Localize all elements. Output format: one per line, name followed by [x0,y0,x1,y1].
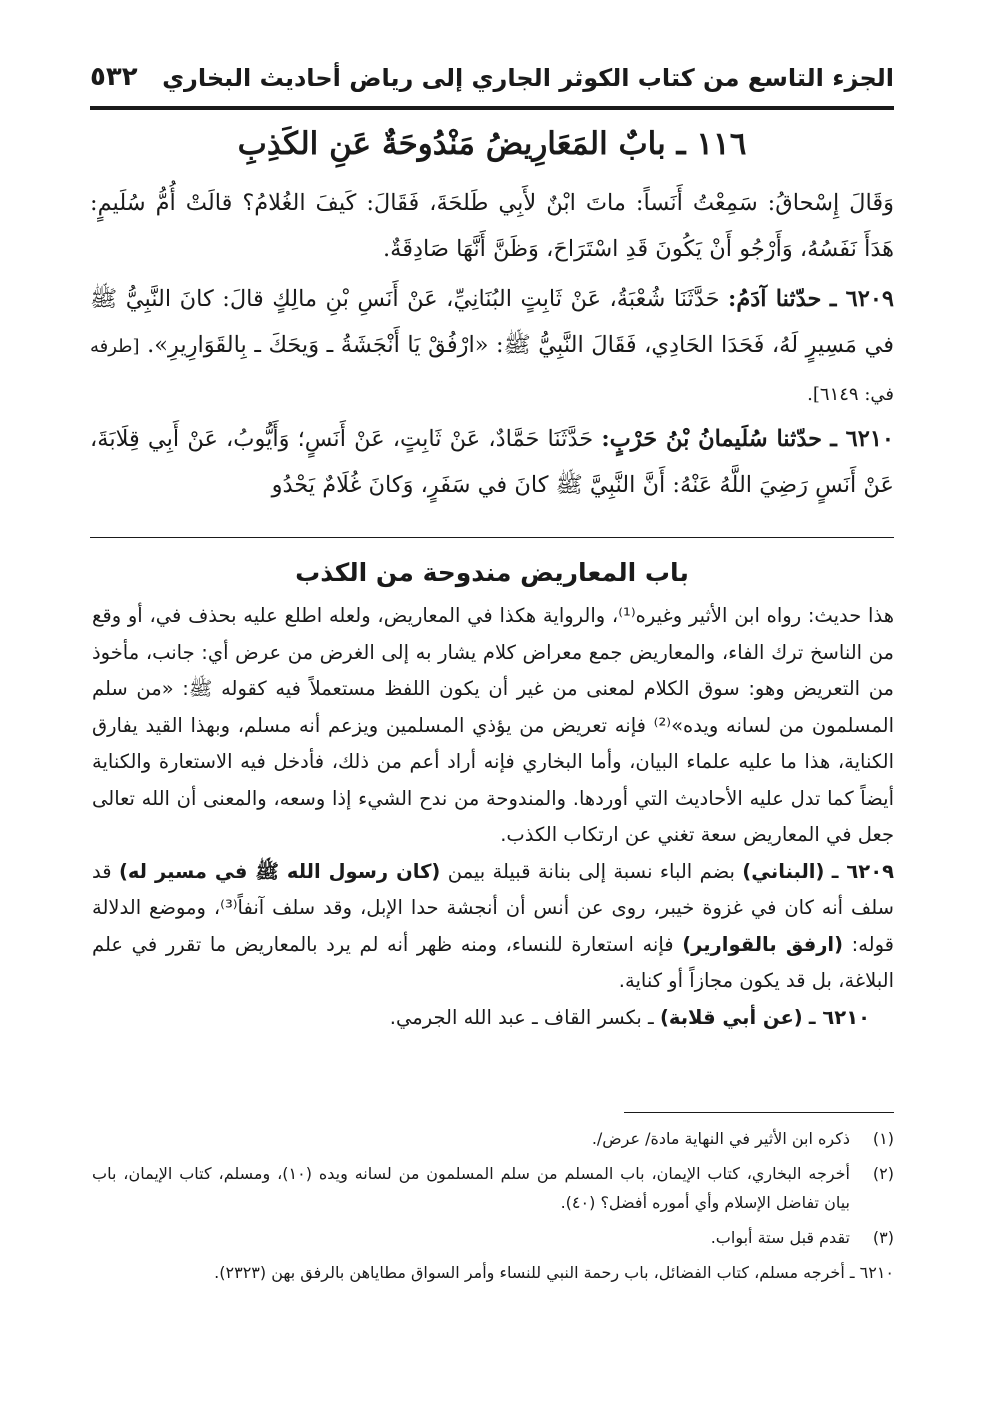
hadith-narrator: حدّثنا سُلَيمانُ بْنُ حَرْبٍ: [601,426,823,452]
hadith-number: ٦٢٠٩ ـ [829,286,894,312]
footnote-text: ذكره ابن الأثير في النهاية مادة/ عرض/. [591,1129,850,1148]
footnotes [92,1124,894,1287]
footnote-rule [624,1112,894,1113]
footnote-text: تقدم قبل ستة أبواب. [710,1228,850,1247]
commentary-text: ـ بكسر القاف ـ عبد الله الجرمي. [389,1005,654,1029]
hadith-narrator: حدّثنا آدَمُ: [728,286,822,312]
commentary-6209 [92,854,894,1000]
footnote-6210: ٦٢١٠ ـ أخرجه مسلم، كتاب الفضائل، باب رحمة النبي للنساء وأمر السواق مطاياهن بالرفق بهن (٢٣٢٣). [214,1263,894,1282]
footnote [92,1223,894,1252]
commentary-text: بضم الباء نسبة إلى بنانة قبيلة بيمن [447,859,735,883]
hadith-cross-reference: [طرفه في: ٦١٤٩]. [90,336,894,405]
commentary-number: ٦٢٠٩ ـ [831,859,895,883]
chapter-title: ١١٦ ـ بابٌ المَعَارِيضُ مَنْدُوحَةٌ عَنِ الكَذِبِ [237,126,747,162]
section-divider [90,537,894,538]
commentary-paragraph [92,598,894,854]
commentary-6210 [92,1000,894,1037]
hadith-text: حَدَّثَنَا شُعْبَةُ، عَنْ ثَابِتٍ البُنَانِيِّ، عَنْ أَنَسِ بْنِ مالِكٍ قالَ: كانَ النَّبِيُّ ﷺ في مَسِيرٍ لَهُ، فَحَدَا الحَادِي، فَقَالَ النَّبِيُّ ﷺ: «ارْفُقْ يَا أَنْجَشَةُ ـ وَيحَكَ ـ بِالقَوَارِيرِ». [90,286,895,358]
footnote [92,1124,894,1153]
commentary-lemma: (البناني) [742,859,825,883]
commentary-body [92,598,894,1036]
commentary-text: قد سلف أنه كان في غزوة خيبر، روى عن أنس أن أنجشة حدا الإبل، وقد سلف آنفاً⁽³⁾، وموضع الدلالة قوله: [92,859,894,956]
hadith-number: ٦٢١٠ ـ [830,426,894,452]
footnote-number: (٣) [872,1228,894,1247]
footnote [92,1159,894,1217]
page-number: ٥٣٢ [90,62,138,92]
header-rule [90,106,894,110]
hadith-text: حَدَّثَنَا حَمَّادٌ، عَنْ ثَابِتٍ، عَنْ أَنَسٍ؛ وَأَيُّوبُ، عَنْ أَبِي قِلَابَةَ، عَنْ أَنَسٍ رَضِيَ اللَّهُ عَنْهُ: أَنَّ النَّبِيَّ ﷺ كانَ في سَفَرٍ، وَكانَ غُلَامٌ يَحْدُو [90,426,894,498]
commentary-text: فإنه استعارة للنساء، ومنه ظهر أنه لم يرد بالمعاريض ما تقرر في علم البلاغة، بل قد يكون مجازاً أو كناية. [92,932,894,992]
hadith-6209 [90,276,894,418]
ishaq-report [90,180,894,272]
hadith-6210 [90,416,894,508]
commentary-lemma: (كان رسول الله ﷺ في مسير له) [118,859,441,883]
footnote-text: أخرجه البخاري، كتاب الإيمان، باب المسلم من سلم المسلمون من لسانه ويده (١٠)، ومسلم، كتاب الإيمان، باب بيان تفاضل الإسلام وأي أموره أفضل؟ (٤٠). [92,1164,850,1212]
commentary-lemma: (عن أبي قلابة) [659,1005,803,1029]
commentary-title: باب المعاريض مندوحة من الكذب [295,558,689,587]
running-header [90,58,894,104]
commentary-paragraph-text: هذا حديث: رواه ابن الأثير وغيره⁽¹⁾، والرواية هكذا في المعاريض، ولعله اطلع عليه بحذف في، أو وقع من الناسخ ترك الفاء، والمعاريض جمع معراض كلام يشار به إلى الغرض من عرض أي: جانب، مأخوذ من التعريض وهو: سوق الكلام لمعنى من غير أن يكون اللفظ مستعملاً فيه كقوله ﷺ: «من سلم المسلمون من لسانه ويده»⁽²⁾ فإنه تعريض من يؤذي المسلمين ويزعم أنه مسلم، وبهذا القيد يفارق الكناية، هذا ما عليه علماء البيان، وأما البخاري فإنه أراد أعم من ذلك، فأدخل فيه الاستعارة والكناية أيضاً كما تدل عليه الأحاديث التي أوردها. والمندوحة من ندح الشيء إذا وسعه، والمعنى أن الله تعالى جعل في المعاريض سعة تغني عن ارتكاب الكذب. [92,604,894,846]
commentary-lemma: (ارفق بالقوارير) [682,932,844,956]
running-header-title: الجزء التاسع من كتاب الكوثر الجاري إلى رياض أحاديث البخاري [162,64,894,92]
commentary-number: ٦٢١٠ ـ [808,1005,870,1029]
footnote-number: (١) [872,1129,894,1148]
footnote-number: (٢) [872,1164,894,1183]
ishaq-report-text: وَقَالَ إِسْحاقُ: سَمِعْتُ أَنَساً: ماتَ ابْنٌ لأَبِي طَلحَةَ، فَقَالَ: كَيفَ الغُلامُ؟ قالَتْ أُمُّ سُلَيمٍ: هَدَأَ نَفَسُهُ، وَأَرْجُو أَنْ يَكُونَ قَدِ اسْتَرَاحَ، وَظَنَّ أَنَّهَا صَادِقَةٌ. [90,190,894,262]
